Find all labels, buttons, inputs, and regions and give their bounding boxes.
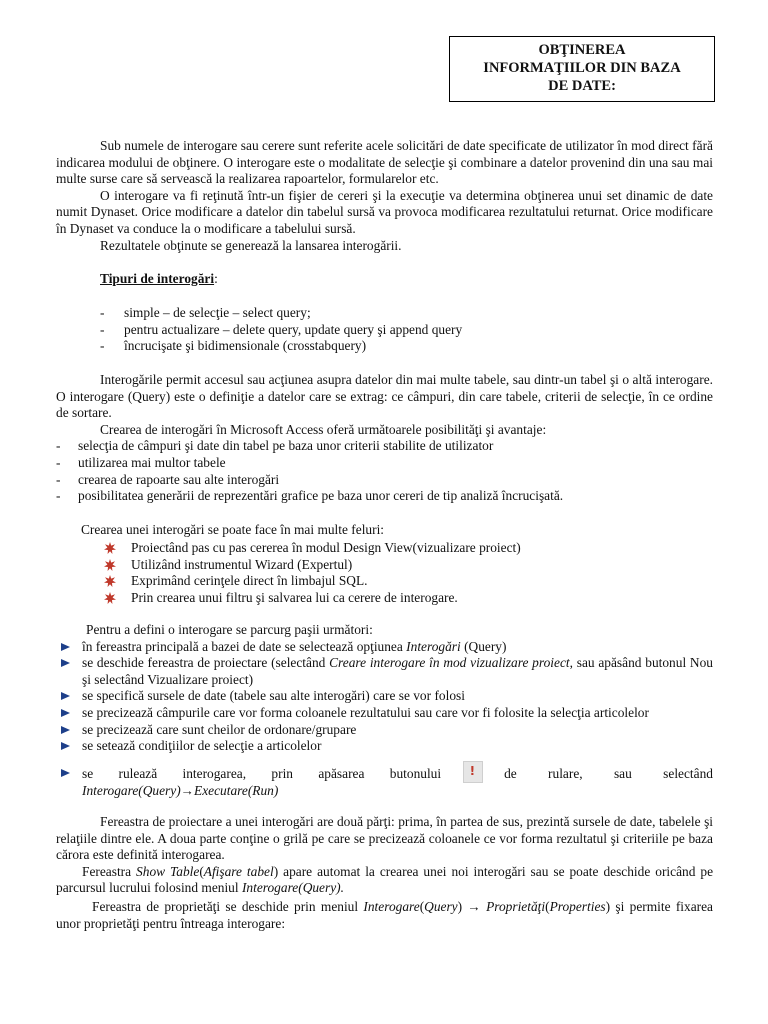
list-item: Proiectând pas cu pas cererea în modul Design View(vizualizare proiect)	[56, 540, 713, 557]
steps-section	[56, 622, 713, 799]
list-item: - încrucişate şi bidimensionale (crosstabquery)	[100, 338, 367, 354]
ways-section	[56, 522, 713, 539]
ways-list	[56, 540, 713, 606]
window-section	[56, 814, 713, 932]
list-item: se rulează interogarea, prin apăsarea butonului ! de rulare, sau selectând Interogare(Query)→Executare(Run)	[56, 761, 713, 800]
list-item: se setează condiţiilor de selecţie a articolelor	[56, 738, 713, 755]
title-line-3: DE DATE:	[548, 78, 616, 94]
list-item: se deschide fereastra de proiectare (selectând Creare interogare în mod vizualizare proiect, sau apăsând butonul Nou şi selectând Vizualizare proiect)	[56, 655, 713, 688]
title-line-1: OBŢINEREA	[538, 42, 626, 58]
types-heading-colon: :	[214, 271, 218, 286]
list-item: Prin crearea unui filtru şi salvarea lui ca cerere de interogare.	[56, 590, 713, 607]
steps-intro: Pentru a defini o interogare se parcurg paşii următori:	[86, 622, 373, 637]
list-item: - crearea de rapoarte sau alte interogări	[56, 471, 280, 487]
list-item: se specifică sursele de date (tabele sau alte interogări) care se vor folosi	[56, 688, 713, 705]
triangle-arrow-icon	[61, 659, 70, 667]
document-title-box	[449, 36, 715, 102]
triangle-arrow-icon	[61, 692, 70, 700]
types-section	[56, 271, 713, 288]
access-section	[56, 372, 713, 505]
types-list	[56, 305, 713, 355]
list-item: - utilizarea mai multor tabele	[56, 454, 226, 470]
triangle-arrow-icon	[61, 726, 70, 734]
types-heading-line	[56, 271, 713, 288]
list-item: în fereastra principală a bazei de date se selectează opţiunea Interogări (Query)	[56, 639, 713, 656]
intro-paragraph-2: O interogare va fi reţinută într-un fişier de cereri şi la execuţie va determina obţinerea unui set dinamic de date numit Dynaset. Orice modificare a datelor din tabelul sursă va provoca modificarea rezultatului returnat. Orice modificare în Dynaset va conduce la o modificare a tabelului sursă.	[56, 187, 713, 236]
triangle-arrow-icon	[61, 769, 70, 777]
list-item: - selecţia de câmpuri şi date din tabel pe baza unor criterii stabilite de utilizator	[56, 438, 494, 454]
starburst-icon	[104, 592, 116, 604]
list-item: Exprimând cerinţele direct în limbajul SQL.	[56, 573, 713, 590]
access-paragraph-1: Interogările permit accesul sau acţiunea asupra datelor din mai multe tabele, sau dintr-un tabel şi o altă interogare. O interogare (Query) este o definiţie a datelor care se extrag: ce câmpuri, din care tabele, criterii de selecţie, în ce ordine de sortare.	[56, 372, 713, 421]
list-item: se precizează câmpurile care vor forma coloanele rezultatului sau care vor fi folosite la selecţia articolelor	[56, 705, 713, 722]
triangle-arrow-icon	[61, 709, 70, 717]
ways-intro: Crearea unei interogări se poate face în mai multe feluri:	[81, 522, 385, 537]
list-item: - pentru actualizare – delete query, update query şi append query	[100, 321, 463, 337]
title-line-2: INFORMAŢIILOR DIN BAZA	[483, 60, 681, 76]
list-item: Utilizând instrumentul Wizard (Expertul)	[56, 557, 713, 574]
intro-section	[56, 138, 713, 254]
starburst-icon	[104, 575, 116, 587]
intro-paragraph-1: Sub numele de interogare sau cerere sunt referite acele solicitări de date specificate de utilizator în mod direct fără indicarea modului de obţinere. O interogare este o modalitate de selecţie şi combinare a datelor provenind din una sau mai multe surse care să servească la realizarea rapoartelor, formularelor etc.	[56, 138, 713, 187]
exclamation-run-icon: !	[463, 761, 483, 783]
window-paragraph-1: Fereastra de proiectare a unei interogări are două părţi: prima, în partea de sus, prezintă sursele de date, tabelele şi relaţiile dintre ele. A doua parte conţine o grilă pe care se precizează coloanele ce vor forma rezultatul şi criteriile pe baza cărora este definită interogarea.	[56, 814, 713, 863]
triangle-arrow-icon	[61, 643, 70, 651]
list-item: - simple – de selecţie – select query;	[100, 305, 311, 320]
window-paragraph-2: Fereastra Show Table(Afişare tabel) apare automat la crearea unei noi interogări sau se poate deschide oricând pe parcursul lucrului folosind meniul Interogare(Query).	[56, 863, 714, 896]
types-heading: Tipuri de interogări	[100, 271, 215, 286]
starburst-icon	[104, 542, 116, 554]
starburst-icon	[104, 559, 116, 571]
access-paragraph-2: Crearea de interogări în Microsoft Access oferă următoarele posibilităţi şi avantaje:	[100, 421, 547, 437]
intro-paragraph-3: Rezultatele obţinute se generează la lansarea interogării.	[100, 237, 402, 253]
list-item: se precizează care sunt cheilor de ordonare/grupare	[56, 722, 713, 739]
list-item: - posibilitatea generării de reprezentări grafice pe baza unor cereri de tip analiză încrucişată.	[56, 488, 564, 504]
window-paragraph-3: Fereastra de proprietăţi se deschide prin meniul Interogare(Query) → Proprietăţi(Properties) şi permite fixarea unor proprietăţi pentru întreaga interogare:	[56, 898, 713, 931]
triangle-arrow-icon	[61, 742, 70, 750]
